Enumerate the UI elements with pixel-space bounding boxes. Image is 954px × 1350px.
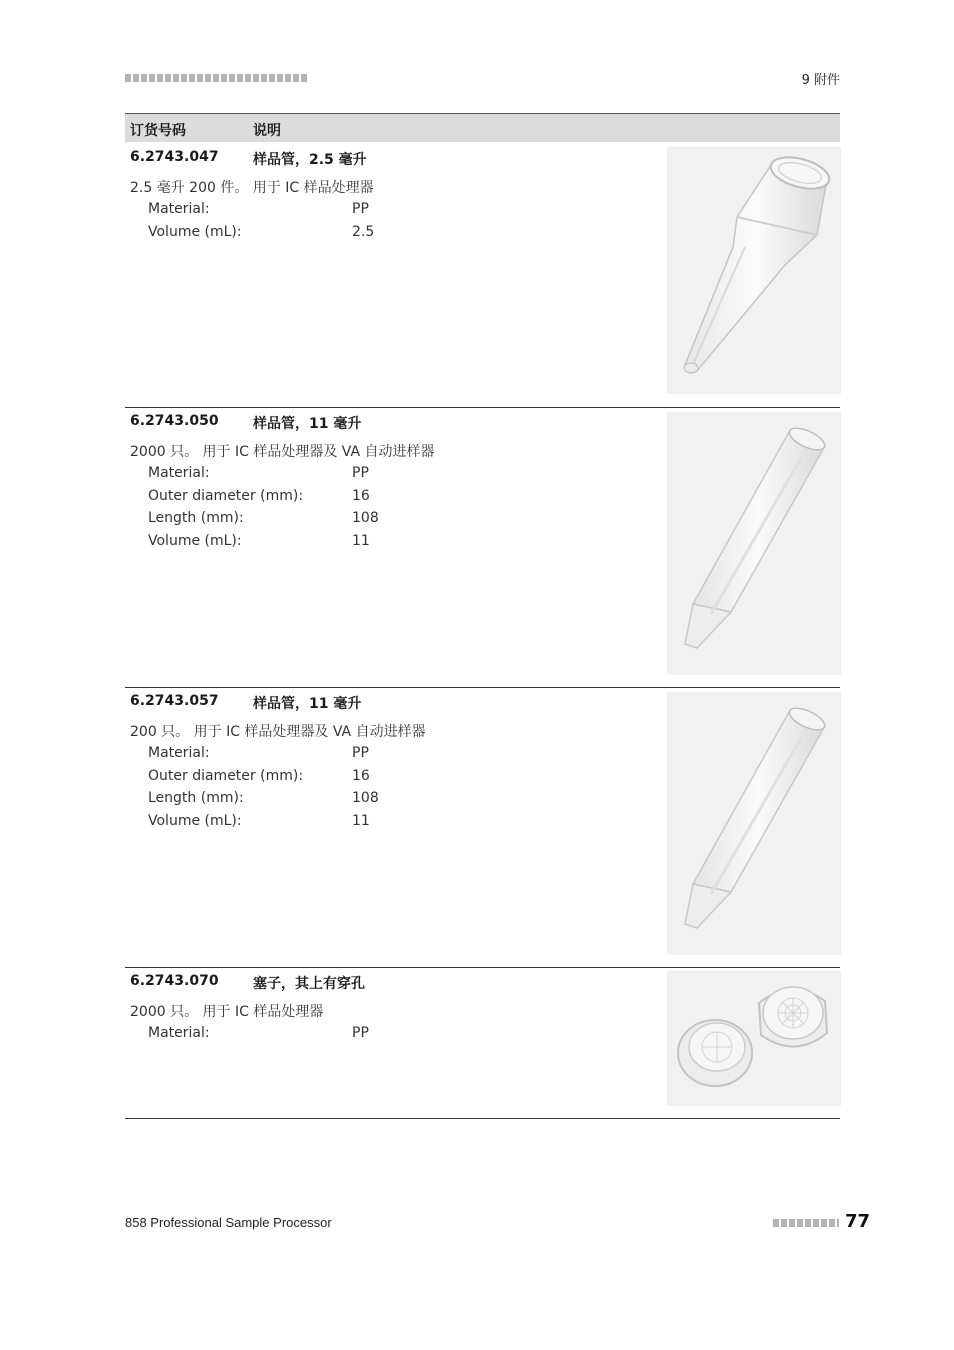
property-row (148, 1025, 448, 1048)
entry-description: 2000 只。 用于 IC 样品处理器 (130, 1004, 324, 1020)
property-value: PP (352, 201, 369, 217)
property-value: PP (352, 1025, 369, 1041)
header-marker (125, 74, 309, 82)
property-value: 2.5 (352, 223, 375, 240)
order-entry (125, 967, 840, 1118)
property-row (148, 488, 448, 511)
order-entry (125, 144, 840, 406)
property-list (148, 745, 448, 835)
property-list (148, 201, 448, 246)
sample-tube-photo (667, 412, 841, 675)
entry-description: 2.5 毫升 200 件。 用于 IC 样品处理器 (130, 180, 374, 196)
property-key: Length (mm): (148, 510, 244, 526)
entry-title: 塞子，其上有穿孔 (253, 976, 365, 992)
order-number: 6.2743.070 (130, 973, 219, 989)
property-key: Outer diameter (mm): (148, 767, 304, 784)
property-row (148, 224, 448, 247)
entry-description: 2000 只。 用于 IC 样品处理器及 VA 自动进样器 (130, 444, 435, 460)
table-header (125, 113, 840, 142)
conical-vial-photo (667, 147, 841, 394)
column-description: 说明 (253, 123, 281, 139)
entry-description: 200 只。 用于 IC 样品处理器及 VA 自动进样器 (130, 724, 426, 740)
property-list (148, 1025, 448, 1048)
property-key: Outer diameter (mm): (148, 487, 304, 504)
property-row (148, 768, 448, 791)
order-number: 6.2743.047 (130, 149, 219, 165)
entry-title: 样品管，11 毫升 (253, 416, 362, 432)
page-number: 77 (845, 1211, 871, 1232)
table-bottom-rule (125, 1118, 840, 1119)
footer-product-title: 858 Professional Sample Processor (125, 1215, 332, 1230)
property-row (148, 510, 448, 533)
property-key: Material: (148, 745, 210, 761)
footer-marker (773, 1219, 839, 1227)
property-list (148, 465, 448, 555)
stopper-photo (667, 971, 841, 1106)
entry-title: 样品管，2.5 毫升 (253, 152, 367, 168)
order-entry (125, 407, 840, 687)
property-value: 108 (352, 790, 379, 806)
property-row (148, 745, 448, 768)
property-key: Material: (148, 201, 210, 217)
property-value: 16 (352, 767, 370, 784)
property-row (148, 465, 448, 488)
property-value: PP (352, 745, 369, 761)
property-row (148, 790, 448, 813)
order-number: 6.2743.050 (130, 413, 219, 429)
property-key: Volume (mL): (148, 812, 242, 829)
entry-title: 样品管，11 毫升 (253, 696, 362, 712)
property-row (148, 813, 448, 836)
sample-tube-photo (667, 692, 841, 955)
property-key: Volume (mL): (148, 223, 242, 240)
property-value: 11 (352, 532, 370, 549)
property-key: Length (mm): (148, 790, 244, 806)
property-key: Material: (148, 465, 210, 481)
order-number: 6.2743.057 (130, 693, 219, 709)
property-key: Material: (148, 1025, 210, 1041)
property-value: PP (352, 465, 369, 481)
property-row (148, 533, 448, 556)
property-value: 16 (352, 487, 370, 504)
property-value: 108 (352, 510, 379, 526)
property-key: Volume (mL): (148, 532, 242, 549)
property-value: 11 (352, 812, 370, 829)
order-entry (125, 687, 840, 967)
property-row (148, 201, 448, 224)
section-title: 9 附件 (801, 73, 840, 88)
column-order-number: 订货号码 (130, 123, 186, 139)
